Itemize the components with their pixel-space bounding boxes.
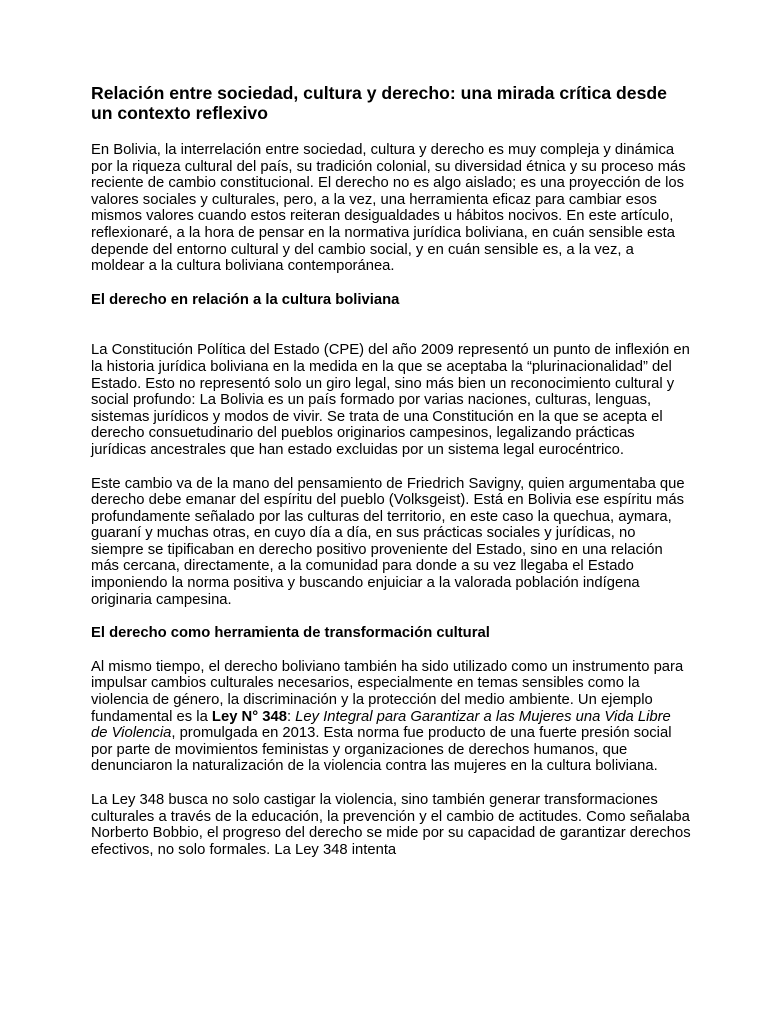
intro-paragraph: En Bolivia, la interrelación entre sociedad, cultura y derecho es muy compleja y dinámica por la riqueza cultural del país, su tradición colonial, su diversidad étnica y su proceso más reciente de cambio constitucional. El derecho no es algo aislado; es una proyección de los valores sociales y culturales, pero, a la vez, una herramienta eficaz para cambiar esos mismos valores cuando estos reiteran desigualdades u hábitos nocivos. En este artículo, reflexionaré, a la hora de pensar en la normativa jurídica boliviana, en cuán sensible esta depende del entorno cultural y del cambio social, y en cuán sensible es, a la vez, a moldear a la cultura boliviana contemporánea. xyxy=(91,142,686,275)
paragraph-bobbio: La Ley 348 busca no solo castigar la violencia, sino también generar transformaciones culturales a través de la educación, la prevención y el cambio de actitudes. Como señalaba Norberto Bobbio, el progreso del derecho se mide por su capacidad de garantizar derechos efectivos, no solo formales. La Ley 348 intenta xyxy=(91,792,691,858)
document-page xyxy=(91,84,691,875)
law-title: Ley Integral para Garantizar a las Mujeres una Vida Libre de Violencia xyxy=(91,708,671,742)
document-title: Relación entre sociedad, cultura y derecho: una mirada crítica desde un contexto reflexivo xyxy=(91,83,667,123)
paragraph-ley-348 xyxy=(91,659,691,775)
paragraph-constitucion: La Constitución Política del Estado (CPE) del año 2009 representó un punto de inflexión en la historia jurídica boliviana en la medida en la que se aceptaba la “plurinacionalidad” del Estado. Esto no representó solo un giro legal, sino más bien un reconocimiento cultural y social profundo: La Bolivia es un país formado por varias naciones, culturas, lenguas, sistemas jurídicos y modos de vivir. Se trata de una Constitución en la que se acepta el derecho consuetudinario del pueblos originarios campesinos, legalizando prácticas jurídicas ancestrales que han estado excluidas por un sistema legal eurocéntrico. xyxy=(91,342,690,458)
law-number: Ley N° 348 xyxy=(211,708,287,725)
paragraph-ley-348-intro: Al mismo tiempo, el derecho boliviano también ha sido utilizado como un instrumento para impulsar cambios culturales necesarios, especialmente en temas sensibles como la violencia de género, la discriminación y la protección del medio ambiente. Un ejemplo fundamental es la xyxy=(91,658,684,725)
law-colon: : xyxy=(286,708,296,725)
paragraph-savigny: Este cambio va de la mano del pensamiento de Friedrich Savigny, quien argumentaba que derecho debe emanar del espíritu del pueblo (Volksgeist). Está en Bolivia ese espíritu más profundamente señalado por las culturas del territorio, en este caso la quechua, aymara, guaraní y muchas otras, en cuyo día a día, en sus prácticas sociales y jurídicas, no siempre se tipificaban en derecho positivo proveniente del Estado, sino en una relación más cercana, directamente, a la comunidad para donde a su vez llegaba el Estado imponiendo la norma positiva y buscando enjuiciar a la valorada población indígena originaria campesina. xyxy=(91,475,685,608)
section-heading-derecho-cultura: El derecho en relación a la cultura boliviana xyxy=(91,291,400,308)
paragraph-ley-348-rest: , promulgada en 2013. Esta norma fue producto de una fuerte presión social por parte de movimientos feministas y organizaciones de derechos humanos, que denunciaron la naturalización de la violencia contra las mujeres en la cultura boliviana. xyxy=(91,725,672,775)
section-heading-transformacion: El derecho como herramienta de transformación cultural xyxy=(91,625,490,642)
